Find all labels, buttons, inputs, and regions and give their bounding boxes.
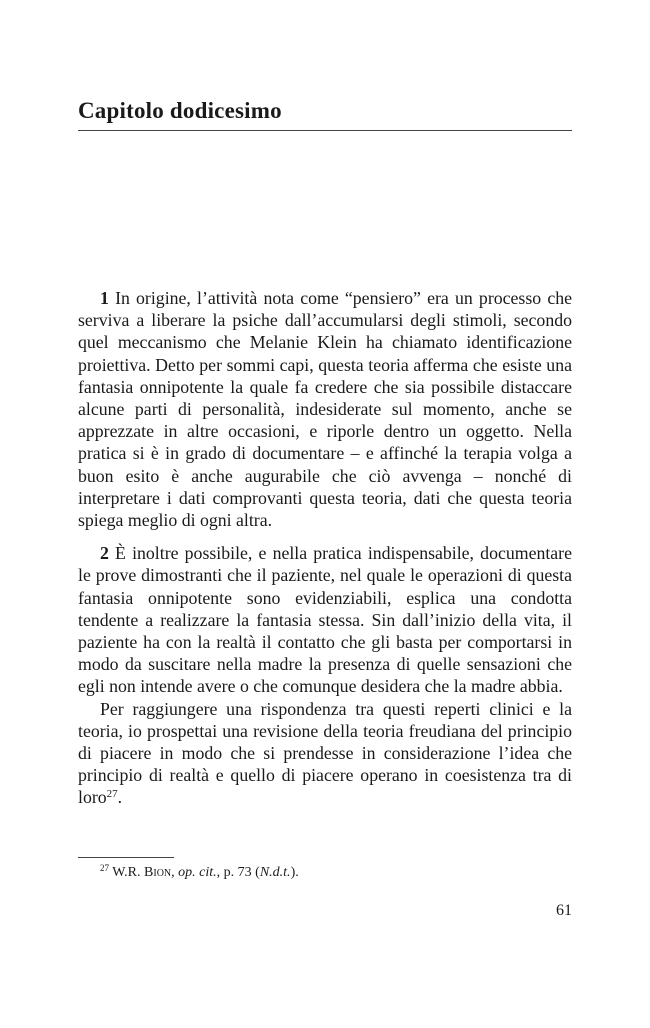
paragraph-2 (78, 542, 572, 697)
chapter-title: Capitolo dodicesimo (78, 98, 282, 123)
paragraph-text: In origine, l’attività nota come “pensiero” era un processo che serviva a liberare la psiche dall’accumularsi degli stimoli, secondo quel meccanismo che Melanie Klein ha chiamato identificazione proiettiva. Detto per sommi capi, questa teoria afferma che esiste una fantasia onnipotente la quale fa credere che sia possibile distaccare alcune parti di personalità, indesiderate sul momento, anche se apprezzate in altre occasioni, e riporle dentro un oggetto. Nella pratica si è in grado di documentare – e affinché la terapia volga a buon esito è anche augurabile che ciò avvenga – nonché di interpretare i dati comprovanti questa teoria, dati che questa teoria spiega meglio di ogni altra. (78, 288, 572, 531)
footnote-end: ). (290, 865, 299, 880)
footnote-author-initials: W.R. (112, 865, 141, 880)
paragraph-text: Per raggiungere una rispondenza tra questi reperti clinici e la teoria, io prospettai una revisione della teoria freudiana del principio di piacere in modo che si prendesse in considerazione l’idea che principio di realtà e quello di piacere operano in coesistenza tra di loro (78, 698, 572, 808)
footnote-reference[interactable]: 27 (106, 788, 118, 801)
footnote-separator (78, 857, 174, 858)
footnote-note: N.d.t. (259, 865, 291, 880)
body-text (78, 287, 572, 809)
footnote (100, 864, 572, 882)
footnote-work: op. cit. (178, 865, 217, 880)
paragraph-1 (78, 287, 572, 531)
paragraph-3 (78, 698, 572, 809)
page-number: 61 (556, 902, 572, 919)
title-underline (78, 130, 572, 131)
footnote-separator-text: , (171, 865, 179, 880)
paragraph-end: . (117, 787, 123, 808)
paragraph-number: 2 (100, 543, 109, 564)
footnote-page: , p. 73 ( (216, 865, 260, 880)
footnote-author-surname: Bion (144, 865, 172, 880)
footnote-number: 27 (100, 863, 109, 873)
paragraph-text: È inoltre possibile, e nella pratica indispensabile, documentare le prove dimostranti che il paziente, nel quale le operazioni di questa fantasia onnipotente sono evidenziabili, esplica una condotta tendente a realizzare la fantasia stessa. Sin dall’inizio della vita, il paziente ha con la realtà il contatto che gli basta per comportarsi in modo da suscitare nella madre la presenza di quelle sensazioni che egli non intende avere o che comunque desidera che la madre abbia. (78, 543, 572, 697)
paragraph-number: 1 (100, 288, 109, 308)
